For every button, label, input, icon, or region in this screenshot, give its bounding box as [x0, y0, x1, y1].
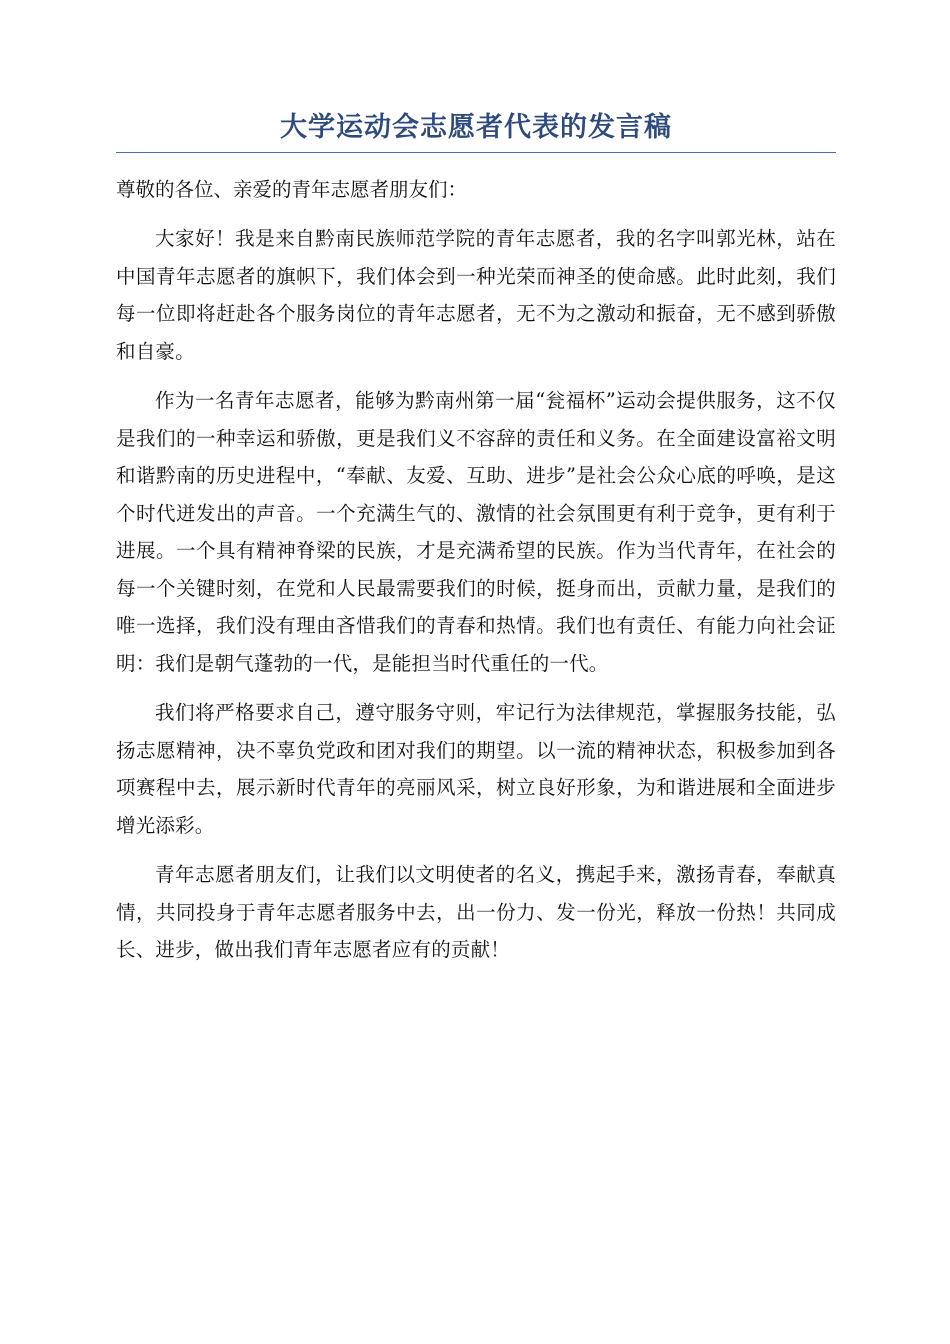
document-page	[116, 108, 836, 981]
paragraph-2: 作为一名青年志愿者，能够为黔南州第一届“瓮福杯”运动会提供服务，这不仅是我们的一种幸运和骄傲，更是我们义不容辞的责任和义务。在全面建设富裕文明和谐黔南的历史进程中，“奉献、友爱、互助、进步”是社会公众心底的呼唤，是这个时代迸发出的声音。一个充满生气的、激情的社会氛围更有利于竞争，更有利于进展。一个具有精神脊梁的民族，才是充满希望的民族。作为当代青年，在社会的每一个关键时刻，在党和人民最需要我们的时候，挺身而出，贡献力量，是我们的唯一选择，我们没有理由吝惜我们的青春和热情。我们也有责任、有能力向社会证明：我们是朝气蓬勃的一代，是能担当时代重任的一代。	[116, 389, 836, 675]
paragraph-3: 我们将严格要求自己，遵守服务守则，牢记行为法律规范，掌握服务技能，弘扬志愿精神，决不辜负党政和团对我们的期望。以一流的精神状态，积极参加到各项赛程中去，展示新时代青年的亮丽风采，树立良好形象，为和谐进展和全面进步增光添彩。	[116, 701, 836, 837]
paragraph-1: 大家好！我是来自黔南民族师范学院的青年志愿者，我的名字叫郭光林，站在中国青年志愿者的旗帜下，我们体会到一种光荣而神圣的使命感。此时此刻，我们每一位即将赶赴各个服务岗位的青年志愿者，无不为之激动和振奋，无不感到骄傲和自豪。	[116, 227, 836, 363]
title-underline	[116, 152, 836, 153]
document-title: 大学运动会志愿者代表的发言稿	[280, 112, 672, 143]
salutation: 尊敬的各位、亲爱的青年志愿者朋友们：	[116, 178, 468, 201]
paragraph-4: 青年志愿者朋友们，让我们以文明使者的名义，携起手来，激扬青春，奉献真情，共同投身于青年志愿者服务中去，出一份力、发一份光，释放一份热！共同成长、进步，做出我们青年志愿者应有的贡献！	[116, 863, 836, 961]
